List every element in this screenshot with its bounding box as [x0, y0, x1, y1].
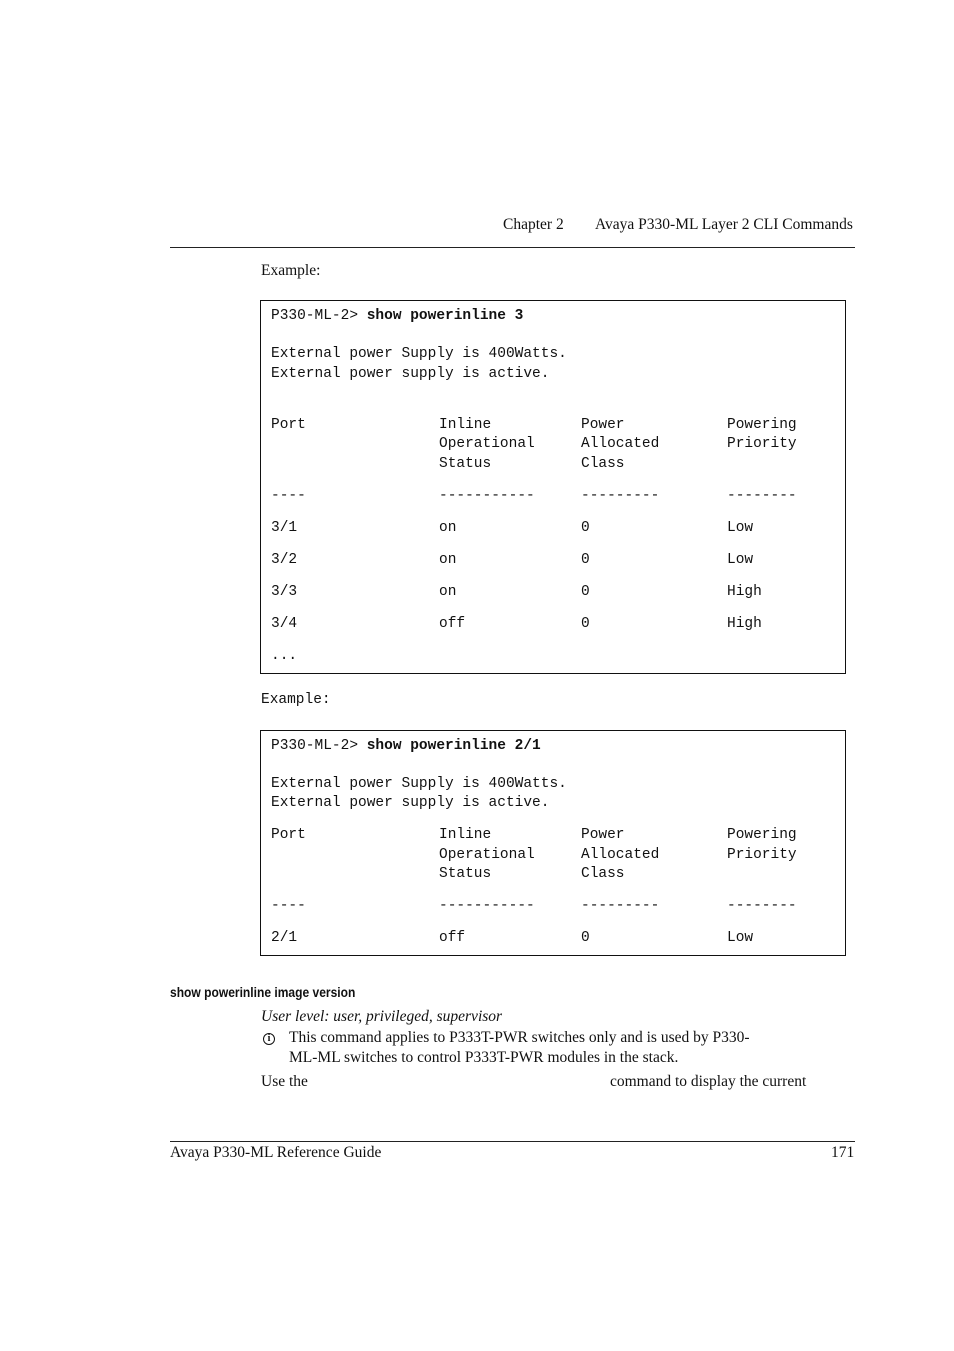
body-text-start: Use the — [261, 1073, 308, 1090]
table-cell: 2/1 — [271, 930, 298, 946]
example-label-2: Example: — [261, 692, 331, 708]
note-text: This command applies to P333T-PWR switches only and is used by P330- — [289, 1029, 750, 1046]
chapter-title: Avaya P330-ML Layer 2 CLI Commands — [595, 216, 853, 233]
cli-command: show powerinline 2/1 — [366, 738, 541, 754]
table-cell: on — [439, 552, 457, 568]
table-cell: 0 — [581, 616, 590, 632]
column-header: Operational — [439, 847, 535, 863]
command-line-1 — [271, 308, 523, 324]
column-divider: ---- — [271, 488, 306, 504]
table-cell: 0 — [581, 930, 590, 946]
column-header: Allocated — [581, 436, 660, 452]
column-divider: -------- — [727, 898, 797, 914]
table-cell: Low — [727, 552, 754, 568]
user-level: User level: user, privileged, supervisor — [261, 1008, 503, 1025]
table-cell: 3/2 — [271, 552, 298, 568]
supply-line: External power supply is active. — [271, 366, 550, 382]
table-cell: Low — [727, 930, 754, 946]
column-header: Status — [439, 866, 492, 882]
supply-line: External power supply is active. — [271, 795, 550, 811]
footer-guide-title: Avaya P330-ML Reference Guide — [170, 1144, 382, 1161]
column-header: Inline — [439, 827, 492, 843]
table-cell: High — [727, 616, 762, 632]
column-header: Allocated — [581, 847, 660, 863]
supply-line: External power Supply is 400Watts. — [271, 346, 567, 362]
cli-prompt: P330-ML-2> — [271, 738, 367, 754]
code-block-1 — [260, 300, 846, 674]
ellipsis: ... — [271, 648, 298, 664]
column-divider: -------- — [727, 488, 797, 504]
column-divider: ---- — [271, 898, 306, 914]
supply-line: External power Supply is 400Watts. — [271, 776, 567, 792]
column-header: Power — [581, 417, 625, 433]
command-line-2 — [271, 738, 541, 754]
table-cell: off — [439, 616, 466, 632]
table-cell: on — [439, 584, 457, 600]
column-header: Priority — [727, 847, 797, 863]
page-number: 171 — [831, 1144, 855, 1161]
section-heading: show powerinline image version — [170, 984, 356, 1000]
column-divider: --------- — [581, 898, 660, 914]
info-icon: i — [263, 1033, 275, 1045]
table-cell: off — [439, 930, 466, 946]
table-cell: 0 — [581, 552, 590, 568]
column-header: Port — [271, 417, 306, 433]
column-header: Priority — [727, 436, 797, 452]
column-header: Operational — [439, 436, 535, 452]
column-header: Class — [581, 456, 625, 472]
column-divider: ----------- — [439, 488, 535, 504]
table-cell: Low — [727, 520, 754, 536]
cli-prompt: P330-ML-2> — [271, 308, 367, 324]
example-label-1: Example: — [261, 262, 321, 279]
column-header: Power — [581, 827, 625, 843]
header-rule — [170, 247, 855, 248]
body-text-end: command to display the current — [610, 1073, 807, 1090]
table-cell: 3/4 — [271, 616, 298, 632]
column-header: Class — [581, 866, 625, 882]
table-cell: 0 — [581, 584, 590, 600]
cli-command: show powerinline 3 — [366, 308, 524, 324]
table-cell: on — [439, 520, 457, 536]
column-header: Powering — [727, 417, 797, 433]
column-header: Status — [439, 456, 492, 472]
note-text: ML-ML switches to control P333T-PWR modules in the stack. — [289, 1049, 679, 1066]
column-header: Powering — [727, 827, 797, 843]
code-block-2 — [260, 730, 846, 956]
column-header: Inline — [439, 417, 492, 433]
chapter-label: Chapter 2 — [503, 216, 564, 233]
column-divider: --------- — [581, 488, 660, 504]
table-cell: High — [727, 584, 762, 600]
table-cell: 3/1 — [271, 520, 298, 536]
column-header: Port — [271, 827, 306, 843]
column-divider: ----------- — [439, 898, 535, 914]
table-cell: 0 — [581, 520, 590, 536]
footer-rule — [170, 1141, 855, 1142]
table-cell: 3/3 — [271, 584, 298, 600]
